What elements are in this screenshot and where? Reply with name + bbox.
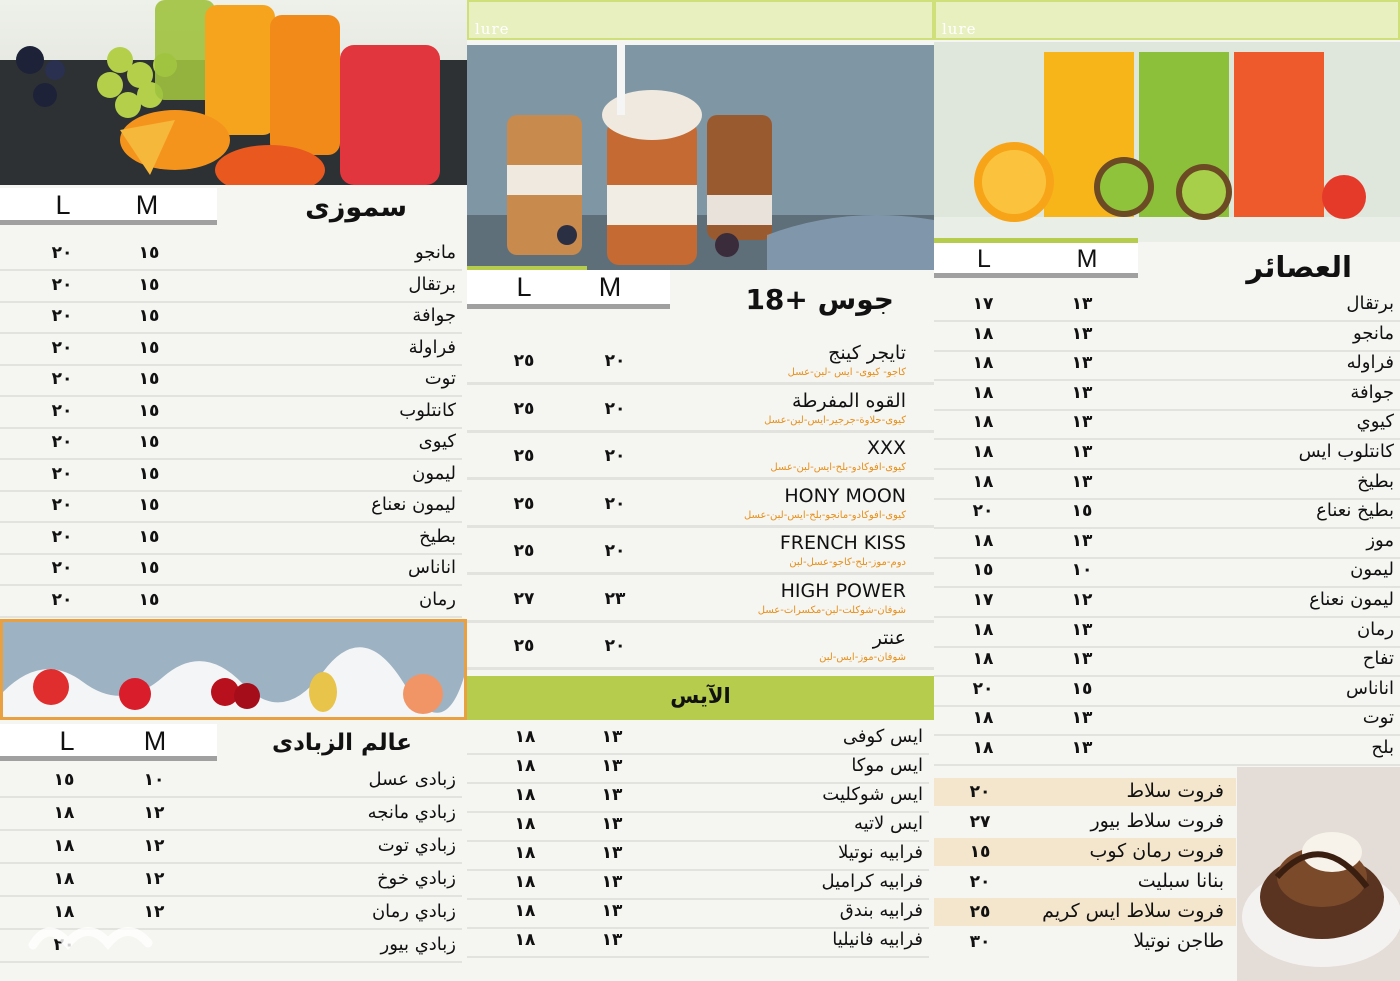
dessert-row bbox=[934, 778, 1236, 806]
price-m: ١٣ bbox=[601, 930, 623, 950]
price-m: ١٣ bbox=[601, 814, 623, 834]
price-m: ١٣ bbox=[601, 901, 623, 921]
menu-item-row bbox=[467, 782, 929, 813]
menu-item-row bbox=[934, 587, 1400, 618]
menu-item-row bbox=[467, 528, 934, 575]
item-ingredients: شوفان-شوكلت-لبن-مكسرات-عسل bbox=[757, 604, 906, 616]
item-name: رمان bbox=[418, 588, 456, 610]
price-l: ١٨ bbox=[514, 727, 536, 747]
price-l: ٢٠ bbox=[51, 400, 73, 421]
menu-item-row bbox=[0, 240, 462, 271]
brand-logo-icon: lure bbox=[942, 20, 977, 38]
item-name: HONY MOON bbox=[784, 484, 906, 507]
price-l: ١٨ bbox=[972, 619, 994, 640]
milkshake-photo bbox=[467, 45, 934, 270]
item-name: توت bbox=[424, 368, 456, 389]
dessert-row bbox=[934, 928, 1236, 956]
price-m: ١٢ bbox=[143, 836, 165, 856]
item-name: بطيخ bbox=[419, 525, 456, 547]
item-name: ايس شوكليت bbox=[822, 784, 923, 805]
price-l: ١٨ bbox=[514, 843, 536, 863]
juices-title: العصائر bbox=[1246, 250, 1352, 284]
menu-item-row bbox=[934, 557, 1400, 588]
size-l-label: L bbox=[55, 190, 71, 220]
item-name: برتقال bbox=[1346, 293, 1394, 314]
size-l-label: L bbox=[59, 726, 75, 756]
menu-item-row bbox=[0, 800, 462, 831]
price-m: ١٢ bbox=[143, 902, 165, 922]
price-m: ١٥ bbox=[138, 274, 160, 295]
item-name: فرابيه بندق bbox=[839, 900, 923, 921]
dessert-row bbox=[934, 808, 1236, 836]
price-m: ١٥ bbox=[138, 337, 160, 358]
right-header-bar bbox=[934, 0, 1400, 40]
size-m-label: M bbox=[143, 726, 167, 756]
menu-item-row bbox=[934, 350, 1400, 381]
item-name: تفاح bbox=[1362, 648, 1394, 670]
price-m: ١٢ bbox=[143, 803, 165, 823]
price-m: ١٣ bbox=[1071, 649, 1093, 670]
price-l: ٢٧ bbox=[513, 588, 535, 609]
brand-logo-icon: lure bbox=[475, 20, 510, 38]
menu-item-row bbox=[467, 386, 934, 433]
price-l: ٢٥ bbox=[513, 398, 535, 419]
item-name: بلح bbox=[1371, 737, 1394, 758]
middle-header-bar bbox=[467, 0, 934, 40]
price-m: ١٣ bbox=[1071, 530, 1093, 551]
price-m: ٢٠ bbox=[604, 636, 626, 656]
price-l: ١٧ bbox=[972, 294, 994, 314]
price-m: ٢٠ bbox=[604, 446, 626, 466]
price-m: ١٥ bbox=[138, 243, 160, 263]
price-l: ١٨ bbox=[514, 930, 536, 950]
ice-section-bar bbox=[467, 676, 934, 720]
item-name: جوافة bbox=[412, 305, 456, 326]
price-l: ٢٥ bbox=[513, 446, 535, 466]
price-m: ١٣ bbox=[1071, 294, 1093, 314]
item-name: بنانا سبليت bbox=[1137, 870, 1224, 892]
menu-item-row bbox=[0, 524, 462, 555]
size-m-label: M bbox=[598, 272, 622, 302]
price-l: ٢٠ bbox=[51, 243, 73, 263]
item-name: جوافة bbox=[1350, 381, 1394, 403]
item-name: زبادى عسل bbox=[368, 769, 456, 790]
menu-item-row bbox=[467, 338, 934, 385]
item-name: كانتلوب bbox=[399, 399, 456, 421]
menu-item-row bbox=[934, 735, 1400, 766]
nutella-dessert-photo bbox=[1237, 767, 1400, 981]
price-l: ١٨ bbox=[972, 412, 994, 433]
item-name: تايجر كينج bbox=[828, 342, 906, 364]
yogurt-size-header bbox=[0, 724, 217, 761]
price-m: ١٣ bbox=[601, 756, 623, 776]
yogurt-splash-photo bbox=[0, 619, 467, 720]
item-name: فروت سلاط ايس كريم bbox=[1042, 900, 1224, 922]
item-name: رمان bbox=[1356, 618, 1394, 640]
price-l: ٢٠ bbox=[51, 558, 73, 578]
menu-item-row bbox=[0, 492, 462, 523]
menu-item-row bbox=[0, 587, 462, 618]
item-name: زبادي خوخ bbox=[376, 868, 456, 889]
item-ingredients: كيوى-حلاوة-جرجير-ايس-لبن-عسل bbox=[764, 414, 906, 426]
price-l: ٢٥ bbox=[513, 541, 535, 561]
price-m: ٢٠ bbox=[604, 541, 626, 561]
juice18-ice-panel bbox=[467, 0, 934, 981]
menu-item-row bbox=[0, 366, 462, 397]
price-m: ١٢ bbox=[1071, 590, 1093, 610]
item-ingredients: دوم-موز-بلح-كاجو-عسل-لبن bbox=[789, 557, 906, 568]
price-l: ٢٠ bbox=[51, 589, 73, 610]
ice-title: الآيس bbox=[670, 684, 731, 708]
price-l: ١٥ bbox=[53, 770, 75, 790]
item-name: فرابيه نوتيلا bbox=[838, 842, 923, 863]
menu-item-row bbox=[0, 398, 462, 429]
item-name: كيوى bbox=[418, 431, 456, 452]
price-l: ٢٠ bbox=[51, 495, 73, 515]
price-l: ١٨ bbox=[514, 814, 536, 834]
item-name: مانجو bbox=[414, 242, 456, 263]
menu-item-row bbox=[467, 623, 934, 670]
price-l: ٢٠ bbox=[51, 274, 73, 295]
price-l: ١٨ bbox=[972, 738, 994, 758]
menu-item-row bbox=[934, 291, 1400, 322]
price-l: ٢٠ bbox=[51, 463, 73, 484]
item-name: زبادي بيور bbox=[380, 934, 456, 955]
menu-item-row bbox=[934, 498, 1400, 529]
menu-item-row bbox=[0, 866, 462, 897]
item-name: مانجو bbox=[1352, 322, 1394, 344]
juice18-size-header bbox=[467, 270, 670, 309]
item-name: ايس موكا bbox=[851, 755, 923, 776]
item-name: توت bbox=[1362, 707, 1394, 729]
size-m-label: M bbox=[1076, 245, 1098, 273]
item-price: ١٥ bbox=[969, 842, 991, 862]
watermark-logo-icon bbox=[28, 915, 168, 965]
price-l: ٢٠ bbox=[51, 432, 73, 452]
item-name: زبادي مانجه bbox=[367, 802, 456, 823]
menu-item-row bbox=[467, 927, 929, 958]
smoothie-size-header bbox=[0, 188, 217, 225]
juice18-title: جوس +18 bbox=[745, 283, 894, 316]
item-name: ليمون نعناع bbox=[371, 494, 456, 515]
price-m: ١٣ bbox=[1071, 353, 1093, 374]
dessert-row bbox=[934, 838, 1236, 866]
yogurt-title: عالم الزبادى bbox=[271, 730, 412, 756]
price-m: ١٣ bbox=[1071, 738, 1093, 758]
price-l: ٢٠ bbox=[51, 369, 73, 389]
smoothie-yogurt-panel bbox=[0, 0, 467, 981]
item-name: ايس كوفى bbox=[842, 726, 923, 747]
price-m: ٢٠ bbox=[604, 351, 626, 371]
dessert-row bbox=[934, 868, 1236, 896]
menu-item-row bbox=[0, 303, 462, 334]
item-name: زبادي توت bbox=[377, 835, 456, 856]
price-m: ١٣ bbox=[601, 843, 623, 863]
item-price: ٢٧ bbox=[969, 812, 991, 832]
price-m: ١٥ bbox=[138, 463, 160, 484]
item-name: ليمون نعناع bbox=[1309, 589, 1394, 610]
price-m: ١٣ bbox=[1071, 619, 1093, 640]
price-l: ١٥ bbox=[972, 560, 994, 581]
item-name: ليمون bbox=[1350, 559, 1394, 581]
price-m: ١٥ bbox=[138, 369, 160, 389]
item-price: ٣٠ bbox=[969, 932, 991, 952]
item-price: ٢٥ bbox=[969, 902, 991, 922]
price-l: ١٨ bbox=[514, 756, 536, 776]
item-name: موز bbox=[1366, 529, 1394, 551]
price-l: ٢٠ bbox=[51, 306, 73, 326]
item-name: بطيخ bbox=[1357, 470, 1394, 492]
menu-item-row bbox=[0, 555, 462, 586]
item-name: فراوله bbox=[1346, 352, 1394, 374]
menu-item-row bbox=[467, 898, 929, 929]
size-l-label: L bbox=[516, 272, 532, 302]
price-m: ١٣ bbox=[601, 785, 623, 805]
item-name: القوه المفرطة bbox=[792, 389, 906, 412]
item-ingredients: كيوى-افوكادو-بلح-ايس-لبن-عسل bbox=[770, 462, 906, 473]
price-l: ٢٥ bbox=[513, 493, 535, 514]
menu-item-row bbox=[0, 429, 462, 460]
dessert-row bbox=[934, 898, 1236, 926]
menu-item-row bbox=[934, 469, 1400, 500]
juices-desserts-panel bbox=[934, 0, 1400, 981]
price-m: ١٥ bbox=[138, 400, 160, 421]
price-m: ١٣ bbox=[1071, 323, 1093, 344]
item-name: بطيخ نعناع bbox=[1316, 500, 1394, 522]
item-name: زبادي رمان bbox=[371, 901, 456, 922]
price-l: ١٨ bbox=[514, 785, 536, 805]
price-m: ١٣ bbox=[1071, 708, 1093, 729]
price-m: ١٣ bbox=[601, 727, 623, 747]
item-ingredients: كاجو- كيوى- ايس -لبن-عسل bbox=[787, 367, 906, 378]
price-l: ١٨ bbox=[972, 649, 994, 670]
size-m-label: M bbox=[135, 190, 159, 220]
price-l: ٢٠ bbox=[972, 678, 994, 699]
price-m: ١٣ bbox=[601, 872, 623, 892]
menu-item-row bbox=[467, 433, 934, 480]
price-m: ١٥ bbox=[138, 432, 160, 452]
item-name: برتقال bbox=[408, 273, 456, 295]
menu-item-row bbox=[934, 646, 1400, 677]
price-l: ٢٠ bbox=[972, 501, 994, 522]
price-l: ١٧ bbox=[972, 590, 994, 610]
price-l: ١٨ bbox=[972, 353, 994, 374]
price-m: ١٢ bbox=[143, 869, 165, 889]
price-l: ١٨ bbox=[53, 803, 75, 823]
item-name: فرابيه كراميل bbox=[821, 871, 923, 892]
price-l: ١٨ bbox=[53, 869, 75, 889]
price-m: ٢٠ bbox=[604, 493, 626, 514]
item-name: FRENCH KISS bbox=[779, 532, 906, 554]
item-ingredients: كيوى-افوكادو-مانجو-بلح-ايس-لبن-عسل bbox=[743, 509, 906, 521]
price-l: ٢٥ bbox=[513, 636, 535, 656]
item-name: فراولة bbox=[408, 336, 456, 358]
price-m: ١٥ bbox=[138, 526, 160, 547]
price-l: ١٨ bbox=[514, 872, 536, 892]
item-name: ايس لاتيه bbox=[853, 813, 923, 834]
price-l: ١٨ bbox=[53, 836, 75, 856]
item-name: كانتلوب ايس bbox=[1298, 441, 1394, 462]
price-l: ١٨ bbox=[972, 442, 994, 462]
item-name: ليمون bbox=[412, 462, 456, 484]
smoothie-jars-photo bbox=[0, 0, 467, 185]
item-name: عنتر bbox=[872, 627, 906, 649]
item-price: ٢٠ bbox=[969, 782, 991, 802]
menu-item-row bbox=[467, 753, 929, 784]
price-l: ١٨ bbox=[972, 323, 994, 344]
menu-item-row bbox=[467, 576, 934, 623]
menu-item-row bbox=[467, 869, 929, 900]
smoothie-title: سموزى bbox=[305, 192, 407, 223]
price-m: ١٥ bbox=[138, 495, 160, 515]
price-l: ١٨ bbox=[972, 530, 994, 551]
menu-item-row bbox=[934, 409, 1400, 440]
menu-item-row bbox=[467, 481, 934, 528]
price-l: ١٨ bbox=[972, 471, 994, 492]
menu-item-row bbox=[934, 676, 1400, 707]
menu-item-row bbox=[934, 380, 1400, 411]
menu-item-row bbox=[0, 767, 462, 798]
item-name: اناناس bbox=[408, 557, 456, 578]
item-ingredients: شوفان-موز-ايس-لبن bbox=[819, 652, 906, 663]
menu-item-row bbox=[934, 617, 1400, 648]
menu-item-row bbox=[0, 833, 462, 864]
item-name: فروت سلاط بيور bbox=[1090, 810, 1224, 832]
size-l-label: L bbox=[977, 245, 991, 273]
menu-item-row bbox=[934, 705, 1400, 736]
price-m: ٢٠ bbox=[604, 398, 626, 419]
price-l: ١٨ bbox=[514, 901, 536, 921]
item-name: HIGH POWER bbox=[780, 579, 906, 602]
price-m: ١٠ bbox=[1071, 560, 1093, 581]
menu-item-row bbox=[934, 321, 1400, 352]
price-m: ٢٣ bbox=[604, 588, 626, 609]
item-name: كيوي bbox=[1356, 411, 1394, 433]
item-price: ٢٠ bbox=[969, 872, 991, 892]
price-m: ١٠ bbox=[143, 770, 165, 790]
price-l: ١٨ bbox=[972, 708, 994, 729]
item-name: XXX bbox=[866, 437, 906, 459]
price-m: ١٣ bbox=[1071, 442, 1093, 462]
price-l: ٢٠ bbox=[51, 337, 73, 358]
item-name: اناناس bbox=[1346, 677, 1394, 699]
price-m: ١٥ bbox=[1071, 501, 1093, 522]
item-name: فروت رمان كوب bbox=[1089, 840, 1224, 862]
price-m: ١٥ bbox=[138, 589, 160, 610]
price-m: ١٥ bbox=[1071, 678, 1093, 699]
price-m: ١٥ bbox=[138, 558, 160, 578]
menu-item-row bbox=[934, 528, 1400, 559]
menu-item-row bbox=[934, 439, 1400, 470]
menu-item-row bbox=[0, 272, 462, 303]
price-l: ١٨ bbox=[972, 382, 994, 403]
price-m: ١٣ bbox=[1071, 382, 1093, 403]
item-name: طاجن نوتيلا bbox=[1133, 930, 1224, 952]
price-m: ١٣ bbox=[1071, 471, 1093, 492]
menu-item-row bbox=[0, 335, 462, 366]
menu-item-row bbox=[467, 840, 929, 871]
fresh-juices-photo bbox=[934, 42, 1400, 242]
menu-item-row bbox=[467, 724, 929, 755]
juices-size-header bbox=[934, 243, 1138, 278]
price-l: ٢٥ bbox=[513, 351, 535, 371]
menu-item-row bbox=[467, 811, 929, 842]
price-m: ١٣ bbox=[1071, 412, 1093, 433]
item-name: فرابيه فانيليا bbox=[832, 929, 923, 950]
menu-item-row bbox=[0, 461, 462, 492]
price-m: ١٥ bbox=[138, 306, 160, 326]
price-l: ٢٠ bbox=[51, 526, 73, 547]
price-l: ١٨ bbox=[53, 902, 75, 922]
price-l: ٢٠ bbox=[53, 935, 75, 955]
item-name: فروت سلاط bbox=[1126, 780, 1224, 802]
